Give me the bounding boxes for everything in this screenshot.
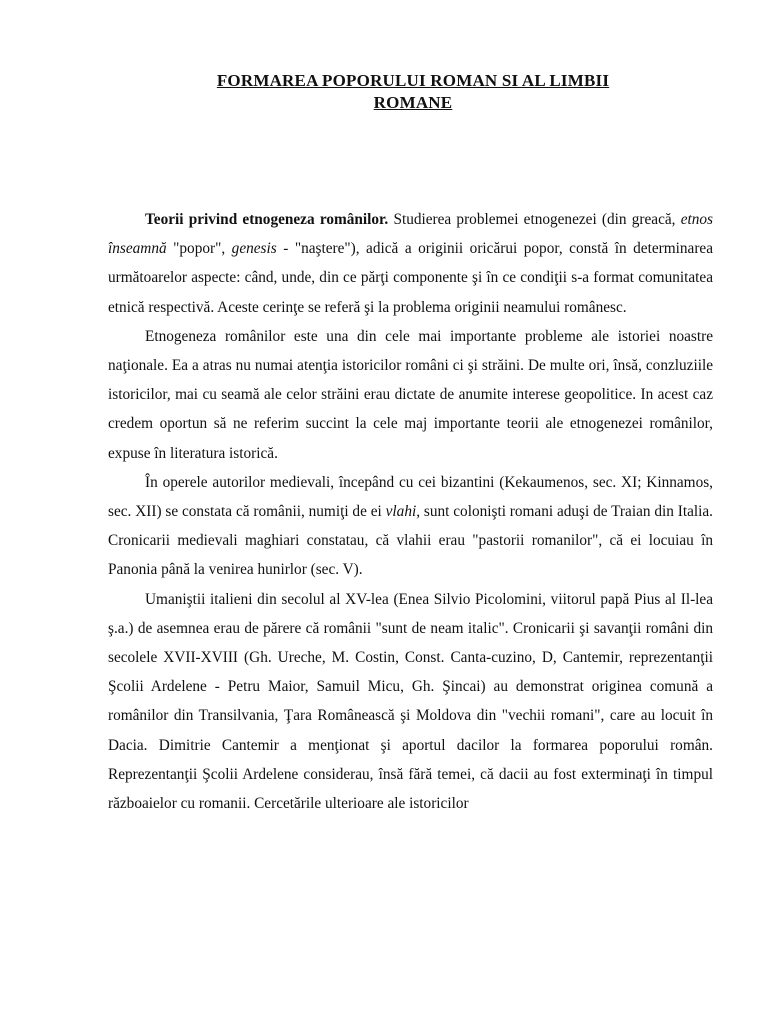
paragraph-1-text-a: Studierea problemei etnogenezei (din greacă, — [388, 211, 681, 228]
paragraph-4: Umaniştii italieni din secolul al XV-lea (Enea Silvio Picolomini, viitorul papă Pius al Il-lea ş.a.) de asemnea erau de părere că românii "sunt de neam italic". Cronicarii şi savanţii români din secolele XVII-XVIII (Gh. Ureche, M. Costin, Const. Canta-cuzino, D, Cantemir, reprezentanţii Şcolii Ardelene - Petru Maior, Samuil Micu, Gh. Şincai) au demonstrat originea comună a românilor din Transilvania, Ţara Românească şi Moldova din "vechii romani", care au locuit în Dacia. Dimitrie Cantemir a menţionat şi aportul dacilor la formarea poporului român. Reprezentanţii Şcolii Ardelene considerau, însă fără temei, că dacii au fost exterminaţi în timpul războaielor cu romanii. Cercetările ulterioare ale istoricilor — [108, 590, 713, 813]
paragraph-1-text-b: "popor", — [166, 240, 232, 258]
paragraph-2: Etnogeneza românilor este una din cele mai importante probleme ale istoriei noastre naţionale. Ea a atras nu numai atenţia istoricilor români ci şi străini. De multe ori, însă, conzluziile istoricilor, mai cu seamă ale celor străini erau dictate de anumite interese geopolitice. In acest caz credem oportun să ne referim succint la cele maj importante teorii ale etnogenezei românilor, expuse în literatura istorică. — [108, 327, 713, 462]
paragraph-1-text-c: - "naştere"), adică a originii oricărui popor, constă în determinarea următoarelor aspecte: când, unde, din ce părţi componente şi în ce condiţii s-a format comunitatea etnică respectivă. Aceste cerinţe se referă şi la problema originii neamului românesc. — [108, 240, 713, 316]
title-line-1: FORMAREA POPORULUI ROMAN SI AL LIMBII — [216, 71, 610, 90]
title-line-2: ROMANE — [373, 93, 453, 112]
section-heading: Teorii privind etnogeneza românilor. — [145, 211, 389, 228]
paragraph-3-italic: vlahi, — [385, 503, 421, 521]
paragraph-3-text-b: sunt colonişti romani aduşi de Traian din Italia. Cronicarii medievali maghiari constatau, că vlahii erau "pastorii romanilor", că ei locuiau în Panonia până la venirea hunirlor (sec. V). — [108, 503, 713, 579]
paragraph-3 — [108, 468, 713, 585]
paragraph-3-text-a: În operele autorilor medievali, începând cu cei bizantini (Kekaumenos, sec. XI; Kinnamos, sec. XII) se constata că românii, numiţi de ei — [108, 473, 713, 521]
paragraph-1 — [108, 205, 713, 322]
document-title — [0, 70, 768, 114]
paragraph-1-italic-a: etnos înseamnă — [108, 211, 713, 258]
document-body — [108, 205, 713, 818]
paragraph-1-italic-b: genesis — [231, 240, 277, 258]
